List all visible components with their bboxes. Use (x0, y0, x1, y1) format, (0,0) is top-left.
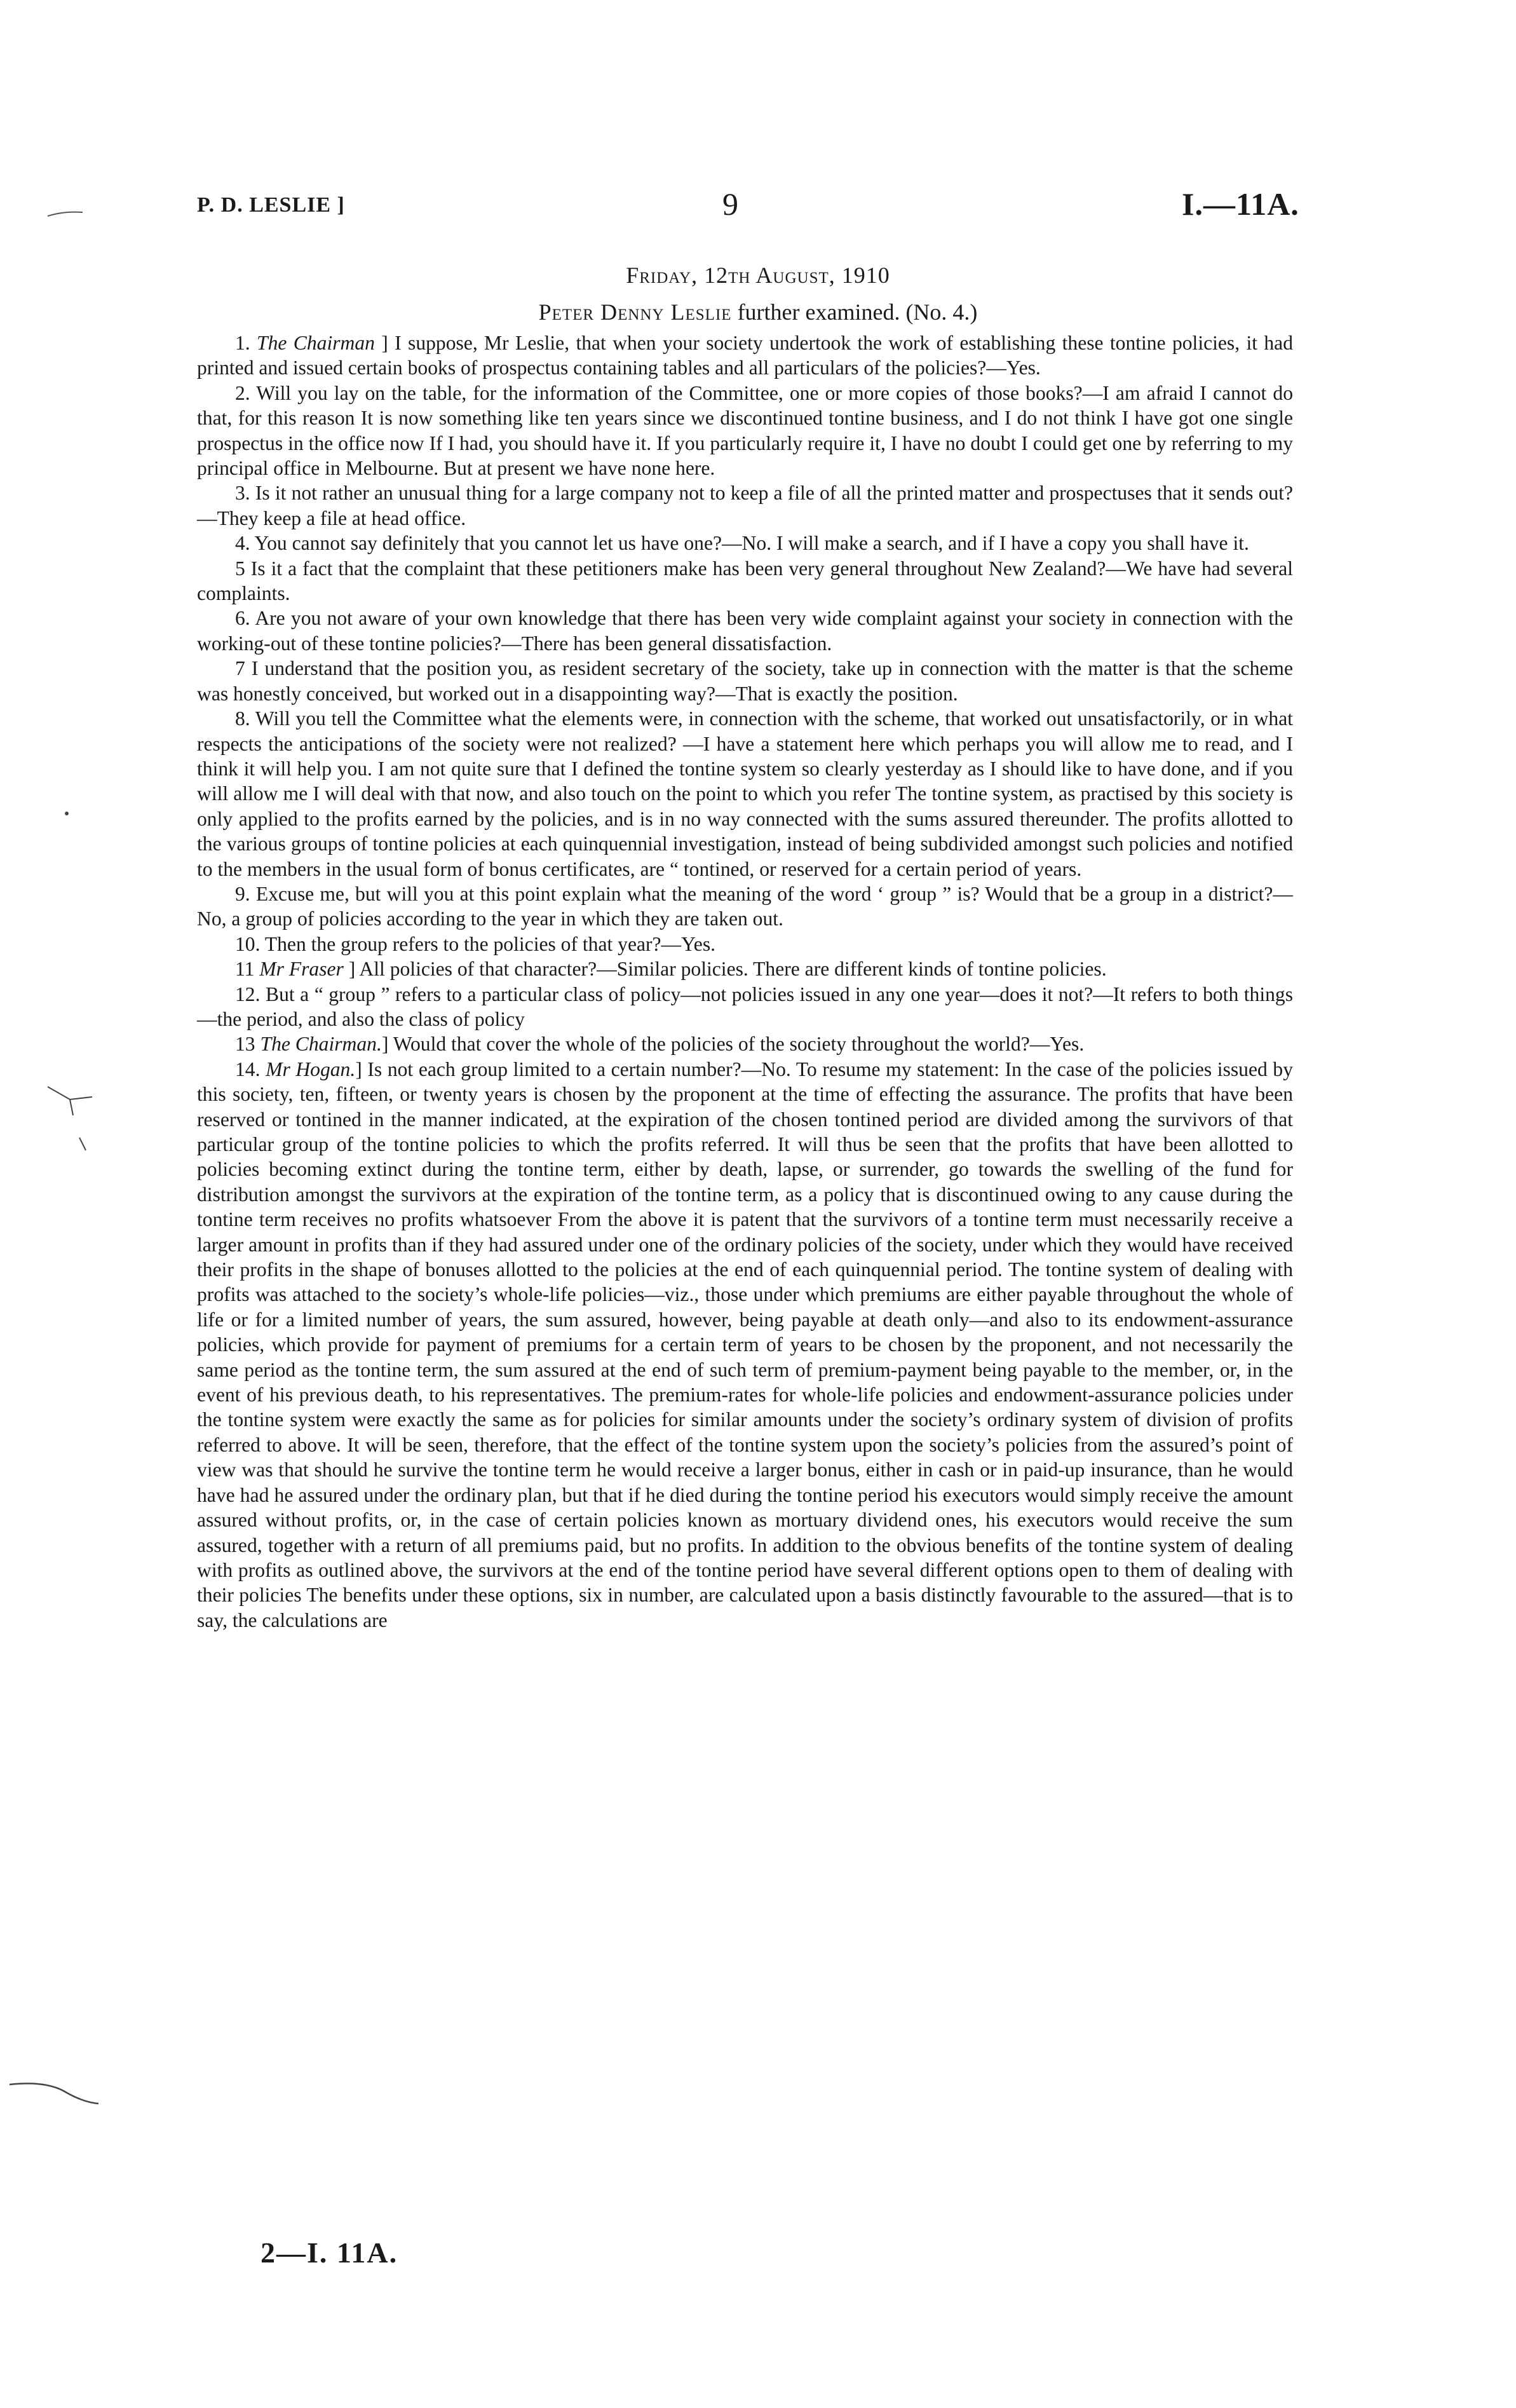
page-number: 9 (722, 186, 739, 222)
margin-dot (64, 810, 70, 817)
speaker: The Chairman (257, 332, 375, 354)
speaker: Mr Fraser (259, 958, 344, 981)
margin-mark-top (44, 203, 95, 222)
question-paragraph: 11 Mr Fraser ] All policies of that character?—Similar policies. There are different kinds of tontine policies. (235, 958, 1107, 981)
question-paragraph: 2. Will you lay on the table, for the information of the Committee, one or more copies of those books?—I am afraid I cannot do that, for this reason It is now something like ten years since we discontinued tontine business, and I do not think I have got one single prospectus in the office now If I had, you should have it. If you particularly require it, I have no doubt I could get one by referring to my principal office in Melbourne. But at present we have none here. (197, 381, 1293, 480)
testimony-body (197, 330, 1293, 1633)
date-heading: Friday, 12th August, 1910 (626, 262, 890, 288)
question-paragraph: 13 The Chairman.] Would that cover the whole of the policies of the society throughout the world?—Yes. (235, 1033, 1085, 1056)
speaker: Mr Hogan. (266, 1058, 356, 1080)
question-paragraph: 8. Will you tell the Committee what the elements were, in connection with the scheme, that worked out unsatisfactorily, or in what respects the anticipations of the society were not realized? —I have a statement here which perhaps you will allow me to read, and I think it will help you. I am not quite sure that I defined the tontine system so clearly yesterday as I should like to have done, and if you will allow me I will deal with that now, and also touch on the point to which you refer The tontine system, as practised by this society is only applied to the profits earned by the policies, and is in no way connected with the sums assured thereunder. The profits allotted to the various groups of tontine policies at each quinquennial investigation, instead of being subdivided amongst such policies and notified to the members in the usual form of bonus certificates, are “ tontined, or reserved for a certain period of years. (197, 707, 1293, 880)
question-paragraph: 6. Are you not aware of your own knowledge that there has been very wide complaint against your society in connection with the working-out of these tontine policies?—There has been general dissatisfaction. (197, 607, 1293, 655)
question-paragraph: 14. Mr Hogan.] Is not each group limited to a certain number?—No. To resume my statement: In the case of the policies issued by this society, ten, fifteen, or twenty years is chosen by the proponent at the time of effecting the assurance. The profits that have been reserved or tontined in the manner indicated, at the expiration of the chosen tontined period are divided among the survivors of that particular group of the tontine policies to which the profits referred. It will thus be seen that the profits that have been allotted to policies becoming extinct during the tontine term, either by death, lapse, or surrender, go towards the swelling of the fund for distribution amongst the survivors at the expiration of the tontine term, as a policy that is discontinued owing to any cause during the tontine term receives no profits whatsoever From the above it is patent that the survivors of a tontine term must necessarily receive a larger amount in profits than if they had assured under one of the ordinary policies of the society, under which they would have received their profits in the shape of bonuses allotted to the policies at the end of each quinquennial period. The tontine system of dealing with profits was attached to the society’s whole-life policies—viz., those under which premiums are either payable throughout the whole of life or for a limited number of years, the sum assured, however, being payable at death only—and also to its endowment-assurance policies, which provide for payment of premiums for a certain term of years to be chosen by the proponent, and not necessarily the same period as the tontine term, the sum assured at the end of such term of premium-payment being payable to the member, or, in the event of his previous death, to his representatives. The premium-rates for whole-life policies and endowment-assurance policies under the tontine system were exactly the same as for policies for similar amounts under the society’s ordinary system of division of profits referred to above. It will be seen, therefore, that the effect of the tontine system upon the society’s policies from the assured’s point of view was that should he survive the tontine term he would receive a larger bonus, either in cash or in paid-up insurance, than he would have had he assured under the ordinary plan, but that if he died during the tontine period his executors would simply receive the amount assured without profits, or, in the case of certain policies known as mortuary dividend ones, his executors would receive the sum assured, together with a return of all premiums paid, but no profits. In addition to the obvious benefits of the tontine system of dealing with profits as outlined above, the survivors at the end of the tontine period have several different options open to them of dealing with their policies The benefits under these options, six in number, are calculated upon a basis distinctly favourable to the assured—that is to say, the calculations are (197, 1058, 1293, 1631)
question-paragraph: 5 Is it a fact that the complaint that these petitioners make has been very general throughout New Zealand?—We have had several complaints. (197, 557, 1293, 605)
margin-mark-middle (35, 1080, 98, 1157)
question-paragraph: 1. The Chairman ] I suppose, Mr Leslie, that when your society undertook the work of establishing these tontine policies, it had printed and issued certain books of prospectus containing tables and all particulars of the policies?—Yes. (197, 332, 1293, 379)
witness-heading-rest: further examined. (No. 4.) (731, 299, 978, 325)
question-paragraph: 12. But a “ group ” refers to a particular class of policy—not policies issued in any one year—does it not?—It refers to both things—the period, and also the class of policy (197, 983, 1293, 1030)
witness-name: Peter Denny Leslie (538, 299, 732, 325)
question-paragraph: 10. Then the group refers to the policies of that year?—Yes. (235, 932, 716, 955)
running-head-witness: P. D. LESLIE ] (197, 193, 345, 217)
speaker: The Chairman. (260, 1033, 382, 1056)
witness-heading (0, 299, 1516, 325)
question-paragraph: 7 I understand that the position you, as resident secretary of the society, take up in connection with the matter is that the scheme was honestly conceived, but worked out in a disappointing way?—That is exactly the position. (197, 657, 1293, 705)
question-paragraph: 9. Excuse me, but will you at this point explain what the meaning of the word ‘ group ” is? Would that be a group in a district?—No, a group of policies according to the year in which they are taken out. (197, 882, 1294, 930)
sheet-signature: 2—I. 11A. (261, 2236, 398, 2269)
question-paragraph: 4. You cannot say definitely that you cannot let us have one?—No. I will make a search, and if I have a copy you shall have it. (235, 532, 1249, 555)
paper-reference: I.—11A. (1182, 186, 1299, 222)
question-paragraph: 3. Is it not rather an unusual thing for a large company not to keep a file of all the printed matter and prospectuses that it sends out?—They keep a file at head office. (197, 482, 1293, 529)
margin-mark-bottom (6, 2072, 102, 2110)
